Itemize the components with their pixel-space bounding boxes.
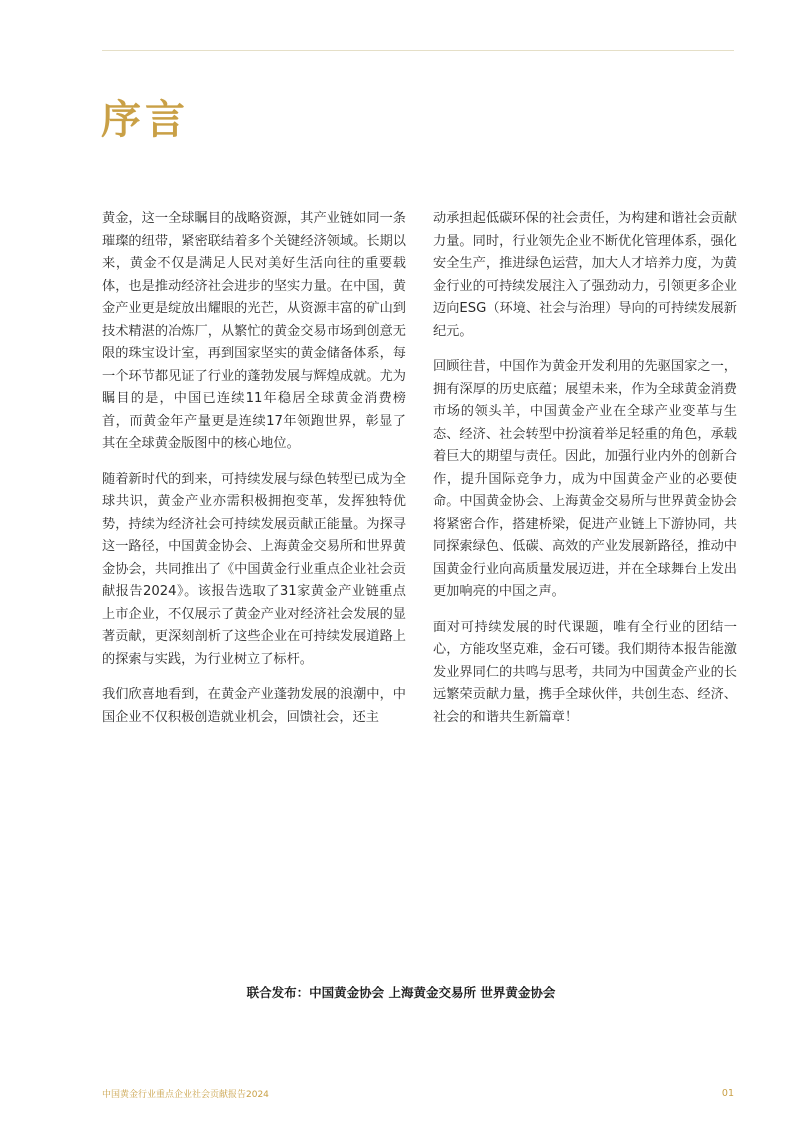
top-divider <box>102 50 734 51</box>
page-title: 序言 <box>101 97 189 143</box>
footer-report-title: 中国黄金行业重点企业社会贡献报告2024 <box>102 1090 269 1100</box>
paragraph: 随着新时代的到来，可持续发展与绿色转型已成为全球共识，黄金产业亦需积极拥抱变革，发挥独特优势，持续为经济社会可持续发展贡献正能量。为探寻这一路径，中国黄金协会、上海黄金交易所和世界黄金协会，共同推出了《中国黄金行业重点企业社会贡献报告2024》。该报告选取了31家黄金产业链重点上市企业，不仅展示了黄金产业对经济社会发展的显著贡献，更深刻剖析了这些企业在可持续发展道路上的探索与实践，为行业树立了标杆。 <box>102 471 406 667</box>
paragraph: 黄金，这一全球瞩目的战略资源，其产业链如同一条璀璨的纽带，紧密联结着多个关键经济领域。长期以来，黄金不仅是满足人民对美好生活向往的重要载体，也是推动经济社会进步的坚实力量。在中国，黄金产业更是绽放出耀眼的光芒，从资源丰富的矿山到技术精湛的冶炼厂，从繁忙的黄金交易市场到创意无限的珠宝设计室，再到国家坚实的黄金储备体系，每一个环节都见证了行业的蓬勃发展与辉煌成就。尤为瞩目的是，中国已连续11年稳居全球黄金消费榜首，而黄金年产量更是连续17年领跑世界，彰显了其在全球黄金版图中的核心地位。 <box>102 211 406 451</box>
page-number: 01 <box>721 1088 734 1099</box>
right-column <box>433 208 737 742</box>
paragraph: 我们欣喜地看到，在黄金产业蓬勃发展的浪潮中，中国企业不仅积极创造就业机会，回馈社会，还主 <box>102 687 406 725</box>
paragraph: 面对可持续发展的时代课题，唯有全行业的团结一心，方能攻坚克难，金石可镂。我们期待本报告能激发业界同仁的共鸣与思考，共同为中国黄金产业的长远繁荣贡献力量，携手全球伙伴，共创生态、经济、社会的和谐共生新篇章！ <box>433 619 737 725</box>
left-column <box>102 208 406 742</box>
paragraph: 回顾往昔，中国作为黄金开发利用的先驱国家之一，拥有深厚的历史底蕴；展望未来，作为全球黄金消费市场的领头羊，中国黄金产业在全球产业变革与生态、经济、社会转型中扮演着举足轻重的角色，承载着巨大的期望与责任。因此，加强行业内外的创新合作，提升国际竞争力，成为中国黄金产业的必要使命。中国黄金协会、上海黄金交易所与世界黄金协会将紧密合作，搭建桥梁，促进产业链上下游协同，共同探索绿色、低碳、高效的产业发展新路径，推动中国黄金行业向高质量发展迈进，并在全球舞台上发出更加响亮的中国之声。 <box>433 359 737 599</box>
paragraph: 动承担起低碳环保的社会责任，为构建和谐社会贡献力量。同时，行业领先企业不断优化管理体系，强化安全生产，推进绿色运营，加大人才培养力度，为黄金行业的可持续发展注入了强劲动力，引领更多企业迈向ESG（环境、社会与治理）导向的可持续发展新纪元。 <box>433 211 737 339</box>
joint-release-line: 联合发布：中国黄金协会 上海黄金交易所 世界黄金协会 <box>246 985 556 1000</box>
